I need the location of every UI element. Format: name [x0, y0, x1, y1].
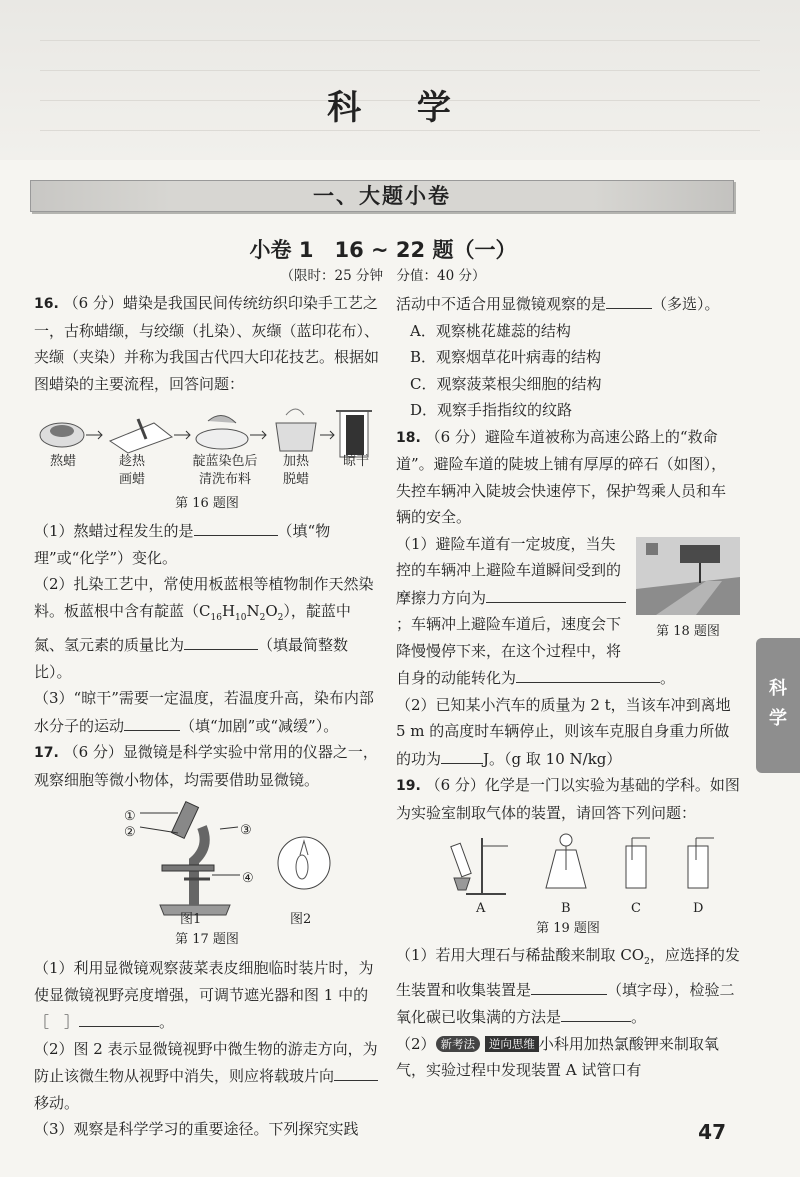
side-tab-char: 学 [769, 708, 787, 729]
q16-part-1: （1）熬蜡过程发生的是 （填“物理”或“化学”）变化。 [34, 517, 380, 571]
left-column [34, 290, 380, 1143]
question-stem: （6 分）避险车道被称为高速公路上的“救命道”。避险车道的陡坡上铺有厚厚的碎石（如图），失控车辆冲入陡坡会快速停下，保护驾乘人员和车辆的安全。 [396, 427, 727, 526]
section-banner [30, 180, 734, 212]
marker-3: ③ [240, 823, 252, 838]
q18-part-1-block [396, 531, 740, 692]
microscope-figure [34, 797, 380, 927]
escape-lane-image [636, 537, 740, 615]
q17-part-3: （3）观察是科学学习的重要途径。下列探究实践 [34, 1120, 359, 1138]
paper-title: 小卷 1 16 ~ 22 题（一） [249, 238, 517, 262]
question-16 [34, 290, 380, 397]
answer-blank[interactable] [184, 631, 258, 650]
question-18 [396, 424, 740, 531]
step-label: 熬蜡 [49, 454, 76, 469]
answer-blank[interactable] [194, 517, 278, 536]
wax-dyeing-figure [34, 401, 380, 505]
apparatus-label-c: C [631, 901, 641, 916]
q17-part-1: （1）利用显微镜观察菠菜表皮细胞临时装片时，为使显微镜视野亮度增强，可调节遮光器和图 1 中的［ ］ 。 [34, 959, 374, 1031]
step-label: 加热 脱蜡 [282, 454, 309, 487]
q19-part-2: （2） 新考法 逆向思维 小科用加热氯酸钾来制取氧气，实验过程中发现装置 A 试管口有 [396, 1034, 719, 1079]
apparatus-illustration [396, 830, 740, 900]
question-19 [396, 772, 740, 826]
answer-blank[interactable] [441, 745, 483, 764]
right-column [396, 290, 740, 1084]
q17-part-2: （2）图 2 表示显微镜视野中微生物的游走方向，为防止该微生物从视野中消失，则应将载玻片向移动。 [34, 1039, 378, 1112]
marker-1: ① [124, 809, 136, 824]
q17-part-3-cont: 活动中不适合用显微镜观察的是 （多选）。 [396, 290, 740, 318]
option-a: A．观察桃花雄蕊的结构 [410, 321, 571, 340]
question-number: 19. [396, 778, 421, 794]
page-number: 47 [698, 1120, 726, 1144]
option-c: C．观察菠菜根尖细胞的结构 [410, 374, 602, 393]
step-label: 靛蓝染色后 清洗布料 [192, 454, 258, 487]
apparatus-label-d: D [693, 901, 704, 916]
question-number: 16. [34, 296, 59, 312]
answer-blank[interactable] [531, 976, 607, 995]
answer-blank[interactable] [530, 584, 626, 603]
answer-blank[interactable] [124, 712, 180, 731]
microscope-illustration [34, 797, 380, 927]
q19-part-1: （1）若用大理石与稀盐酸来制取 $CO_2$，应选择的发生装置和收集装置是 （填字母），检验二氧化碳已收集满的方法是 。 [396, 946, 740, 1026]
question-number: 18. [396, 429, 421, 446]
answer-blank[interactable] [606, 290, 652, 309]
escape-lane-photo [636, 537, 740, 642]
figure-2-label: 图2 [290, 912, 312, 927]
q18-part-2: （2）已知某小汽车的质量为 2 t，当该车冲到离地 5 m 的高度时车辆停止，则该车克服自身重力所做的功为 J。（g 取 10 N/kg） [396, 695, 731, 768]
question-number: 17. [34, 745, 59, 761]
side-tab-char: 科 [769, 678, 787, 699]
q18-part-1: （1）避险车道有一定坡度，当失控的车辆冲上避险车道瞬间受到的摩擦力方向为；车辆冲上避险车道后，速度会下降慢慢停下来，在这个过程中，将自身的动能转化为 。 [396, 534, 676, 687]
option-d: D．观察手指指纹的纹路 [410, 401, 573, 419]
q16-part-2: （2）扎染工艺中，常使用板蓝根等植物制作天然染料。板蓝根中含有靛蓝$(C_{16}H_{10}N_2O_2)$，靛蓝中氮、氢元素的质量比为 （填最简整数比）。 [34, 575, 374, 681]
apparatus-label-a: A [476, 901, 486, 916]
reverse-thinking-tag: 逆向思维 [485, 1036, 539, 1052]
answer-blank[interactable] [486, 584, 530, 603]
figure-caption: 第 19 题图 [536, 921, 600, 936]
section-title: 一、大题小卷 [313, 183, 451, 208]
question-stem: （6 分）显微镜是科学实验中常用的仪器之一，观察细胞等微小物体，均需要借助显微镜。 [34, 743, 378, 789]
paper-subtitle: （限时：25 分钟 分值：40 分） [280, 268, 486, 284]
marker-2: ② [124, 825, 136, 840]
step-label: 晾干 [342, 454, 369, 469]
q16-part-3: （3）“晾干”需要一定温度，若温度升高，染布内部水分子的运动 （填“加剧”或“减缓”）。 [34, 689, 374, 735]
figure-caption: 第 17 题图 [175, 932, 239, 947]
lab-apparatus-figure [396, 830, 740, 916]
answer-blank[interactable] [79, 1008, 159, 1027]
figure-caption: 第 18 题图 [656, 624, 720, 639]
answer-blank[interactable] [561, 1003, 631, 1022]
figure-1-label: 图1 [180, 912, 202, 927]
figure-caption: 第 16 题图 [175, 496, 239, 511]
new-method-tag: 新考法 [436, 1036, 481, 1052]
question-stem: （6 分）化学是一门以实验为基础的学科。如图为实验室制取气体的装置，请回答下列问题： [396, 776, 740, 822]
page-title: 科 学 [327, 88, 473, 128]
subject-side-tab [756, 638, 800, 773]
step-label: 趁热 画蜡 [118, 454, 145, 487]
option-b: B．观察烟草花叶病毒的结构 [410, 348, 602, 366]
answer-blank[interactable] [334, 1062, 378, 1081]
answer-blank[interactable] [516, 664, 660, 683]
question-17 [34, 739, 380, 793]
marker-4: ④ [242, 871, 254, 886]
apparatus-label-b: B [561, 901, 571, 916]
question-stem: （6 分）蜡染是我国民间传统纺织印染手工艺之一，古称蜡缬，与绞缬（扎染）、灰缬（蓝印花布）、夹缬（夹染）并称为我国古代四大印花技艺。根据如图蜡染的主要流程，回答问题： [34, 294, 380, 393]
